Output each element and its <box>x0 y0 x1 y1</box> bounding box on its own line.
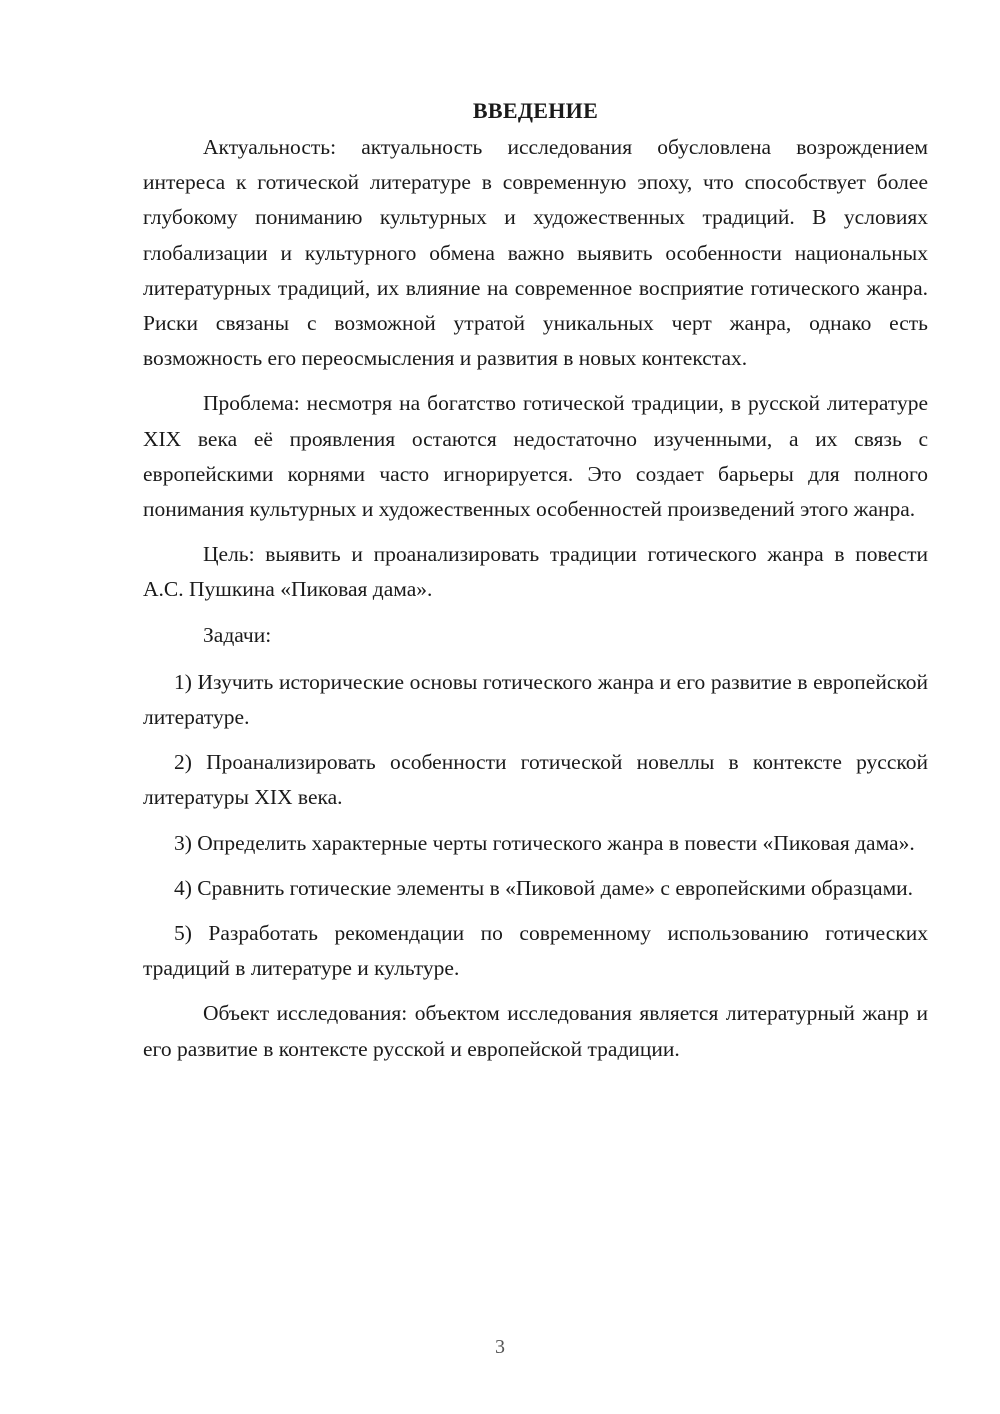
paragraph-goal: Цель: выявить и проанализировать традиции готического жанра в повести А.С. Пушкина «Пиковая дама». <box>143 542 928 602</box>
page-title: ВВЕДЕНИЕ <box>472 98 599 123</box>
paragraph-relevance: Актуальность: актуальность исследования обусловлена возрождением интереса к готической литературе в современную эпоху, что способствует более глубокому пониманию культурных и художественных традиций. В условиях глобализации и культурного обмена важно выявить особенности национальных литературных традиций, их влияние на современное восприятие готического жанра. Риски связаны с возможной утратой уникальных черт жанра, однако есть возможность его переосмысления и развития в новых контекстах. <box>143 135 928 371</box>
paragraph-object: Объект исследования: объектом исследования является литературный жанр и его развитие в контексте русской и европейской традиции. <box>143 1001 928 1061</box>
task-item-4: 4) Сравнить готические элементы в «Пиковой даме» с европейскими образцами. <box>174 875 914 900</box>
document-page <box>143 96 928 1077</box>
task-item-3: 3) Определить характерные черты готического жанра в повести «Пиковая дама». <box>174 830 915 855</box>
task-item-1: 1) Изучить исторические основы готического жанра и его развитие в европейской литературе. <box>143 669 928 730</box>
task-item-5: 5) Разработать рекомендации по современному использованию готических традиций в литературе и культуре. <box>143 921 928 981</box>
paragraph-problem: Проблема: несмотря на богатство готической традиции, в русской литературе XIX века её проявления остаются недостаточно изученными, а их связь с европейскими корнями часто игнорируется. Это создает барьеры для полного понимания культурных и художественных особенностей произведений этого жанра. <box>143 391 928 522</box>
page-number: 3 <box>495 1336 505 1358</box>
paragraph-tasks-heading: Задачи: <box>203 622 272 647</box>
task-item-2: 2) Проанализировать особенности готической новеллы в контексте русской литературы XIX века. <box>143 750 928 810</box>
